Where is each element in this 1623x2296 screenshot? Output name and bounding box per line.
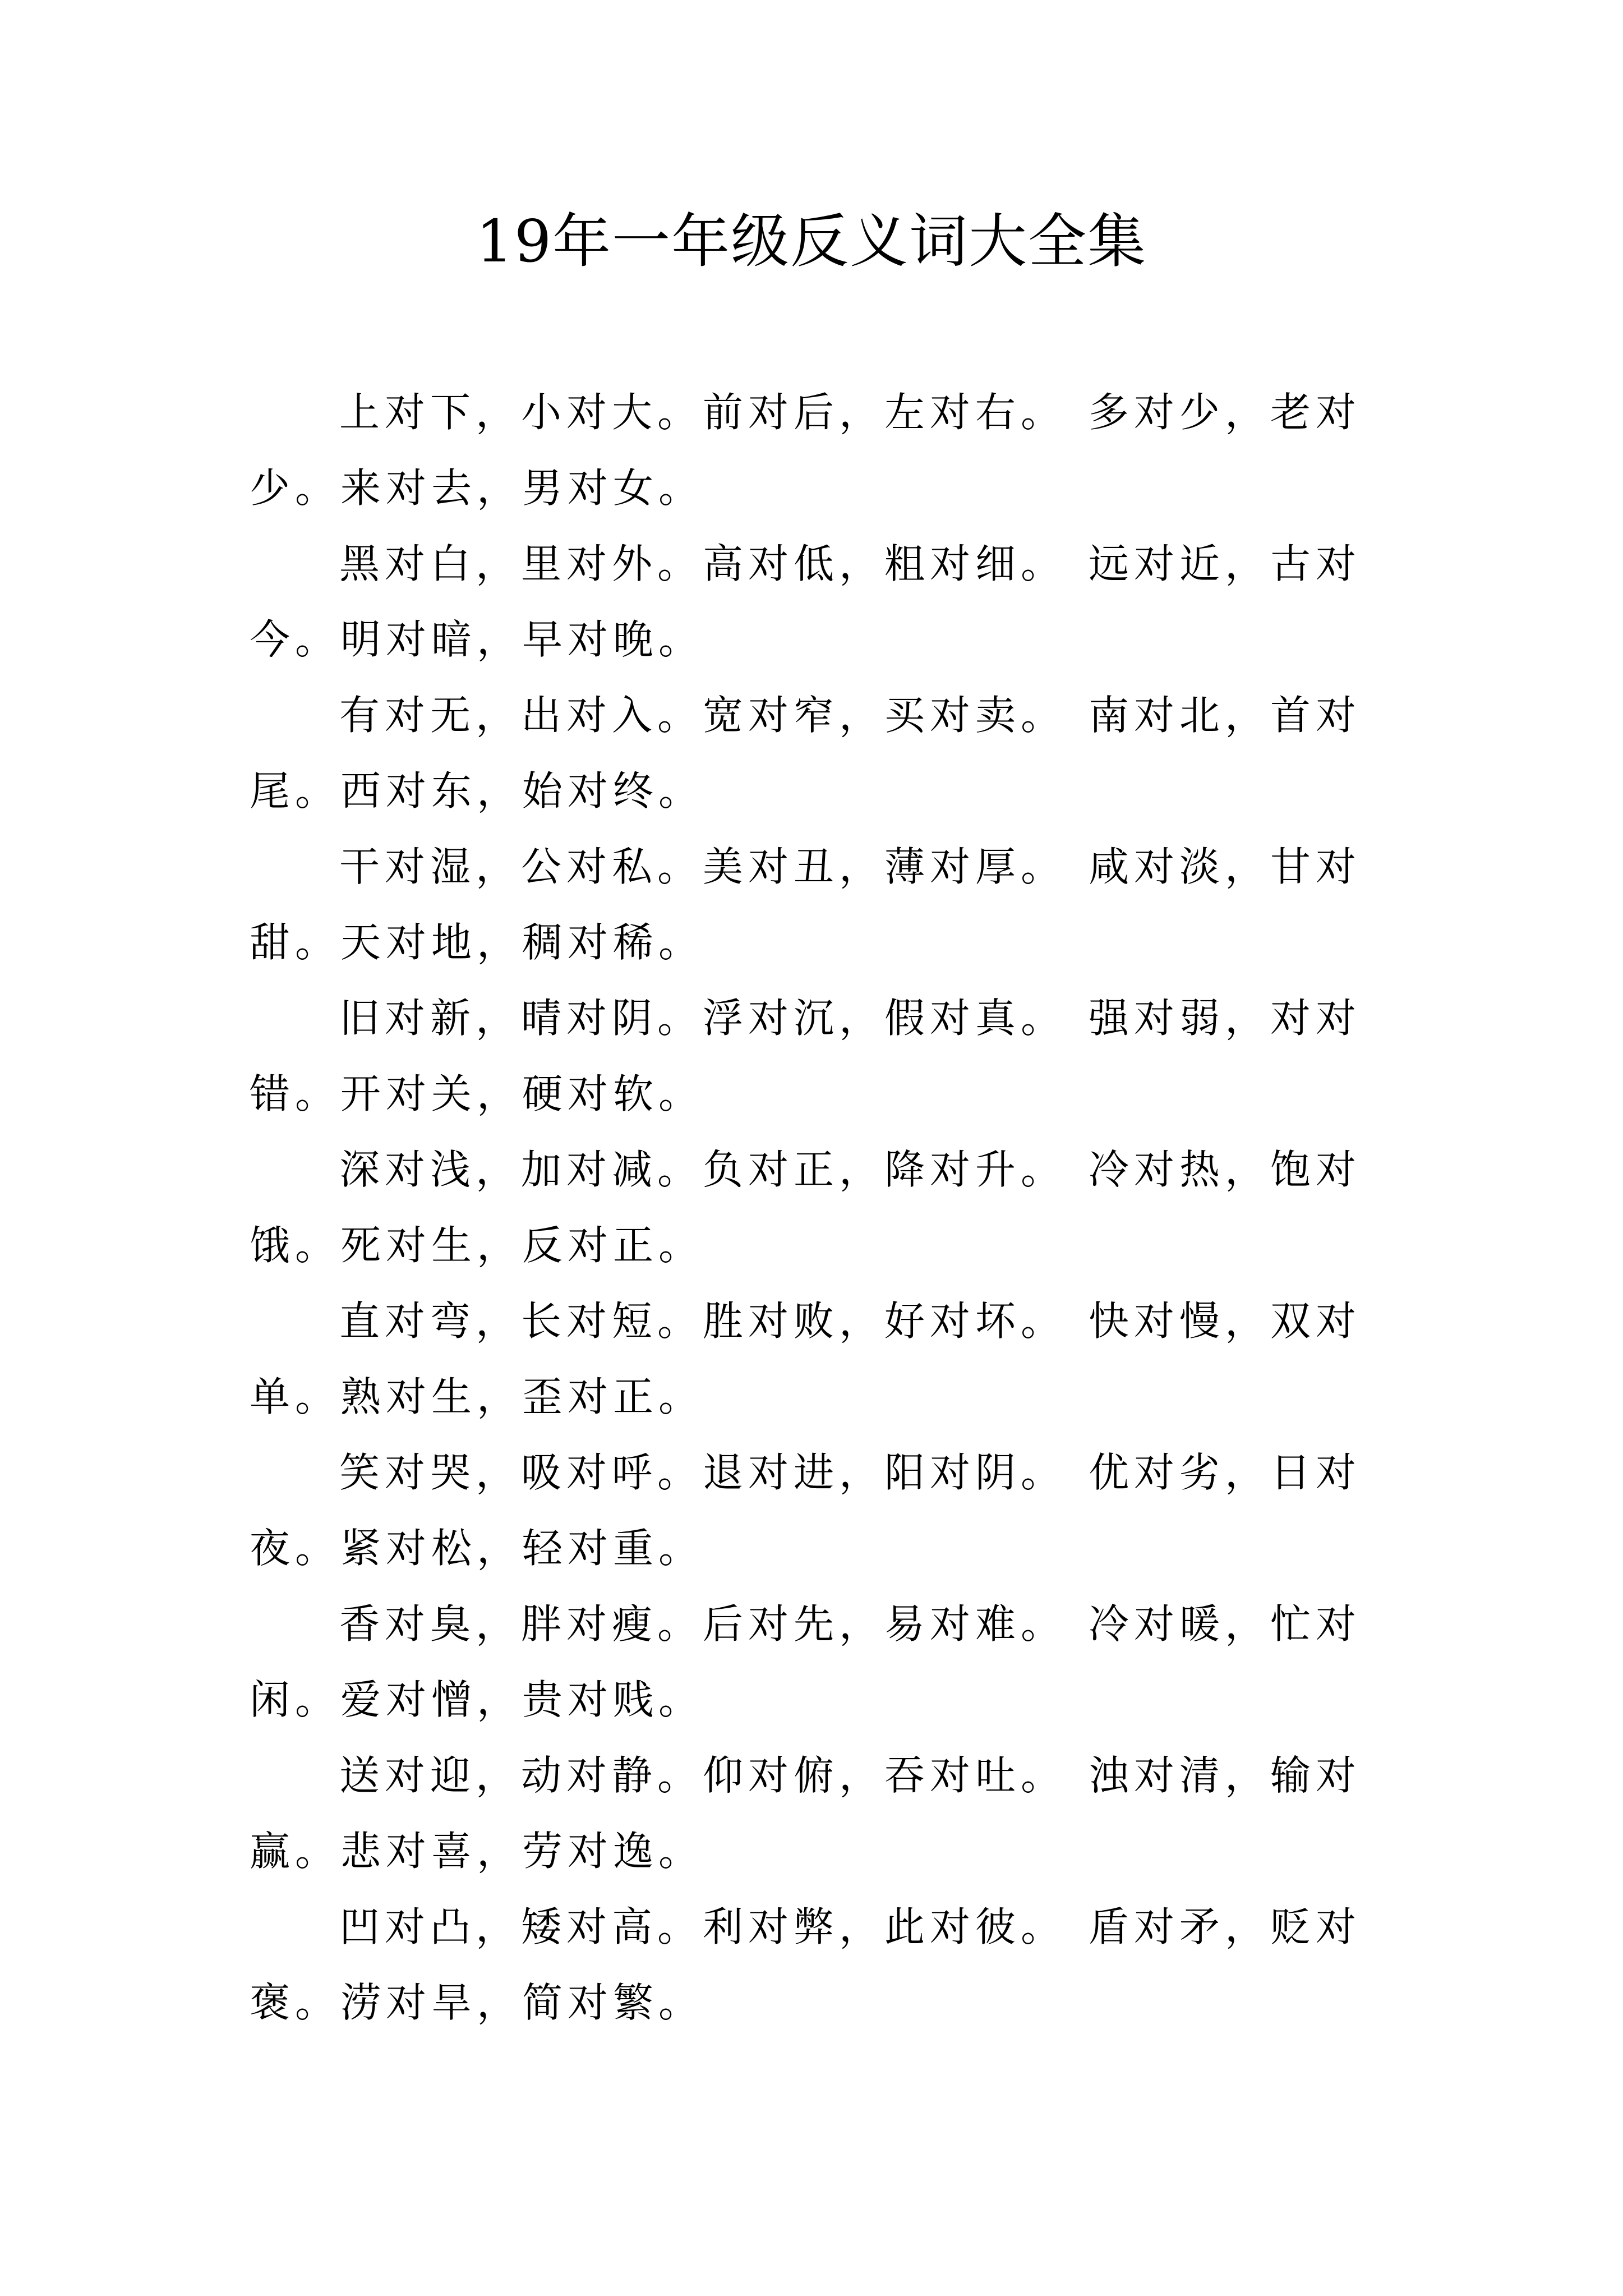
paragraph-text-part1: 干对湿，公对私。美对丑，薄对厚。: [339, 843, 1067, 890]
paragraph-text-part1: 直对弯，长对短。胜对败，好对坏。: [339, 1297, 1067, 1345]
paragraph-text-part2: 盾对矛，贬对褒。涝对旱，简对繁。: [250, 1903, 1362, 2026]
paragraph-text-part2: 强对弱，对对错。开对关，硬对软。: [250, 995, 1362, 1117]
paragraph: [250, 375, 1416, 526]
document-body: [250, 375, 1416, 2041]
document-title: 19年一年级反义词大全集: [476, 207, 1147, 275]
paragraph-text-part1: 笑对哭，吸对呼。退对进，阳对阴。: [339, 1449, 1067, 1496]
paragraph-text-part2: 多对少，老对少。来对去，男对女。: [250, 389, 1362, 512]
paragraph-text-part2: 冷对暖，忙对闲。爱对憎，贵对贱。: [250, 1600, 1362, 1723]
paragraph-text-part1: 有对无，出对入。宽对窄，买对卖。: [339, 692, 1067, 739]
paragraph-text-part1: 旧对新，晴对阴。浮对沉，假对真。: [339, 995, 1067, 1042]
paragraph-text-part2: 浊对清，输对赢。悲对喜，劳对逸。: [250, 1752, 1362, 1875]
paragraph: [250, 829, 1416, 981]
paragraph: [250, 1132, 1416, 1283]
paragraph: [250, 678, 1416, 829]
paragraph-text-part2: 南对北，首对尾。西对东，始对终。: [250, 692, 1362, 815]
paragraph: [250, 1435, 1416, 1586]
paragraph: [250, 981, 1416, 1132]
paragraph: [250, 526, 1416, 678]
paragraph-text-part1: 深对浅，加对减。负对正，降对升。: [339, 1146, 1067, 1193]
paragraph-text-part2: 快对慢，双对单。熟对生，歪对正。: [250, 1297, 1362, 1420]
paragraph: [250, 1283, 1416, 1435]
paragraph-text-part1: 香对臭，胖对瘦。后对先，易对难。: [339, 1600, 1067, 1648]
paragraph: [250, 1889, 1416, 2041]
paragraph-text-part1: 上对下，小对大。前对后，左对右。: [339, 389, 1067, 436]
paragraph-text-part1: 黑对白，里对外。高对低，粗对细。: [339, 540, 1067, 587]
paragraph: [250, 1738, 1416, 1889]
paragraph-text-part1: 凹对凸，矮对高。利对弊，此对彼。: [339, 1903, 1067, 1950]
paragraph-text-part2: 远对近，古对今。明对暗，早对晚。: [250, 540, 1362, 663]
paragraph-text-part2: 咸对淡，甘对甜。天对地，稠对稀。: [250, 843, 1362, 966]
paragraph-text-part1: 送对迎，动对静。仰对俯，吞对吐。: [339, 1752, 1067, 1799]
paragraph: [250, 1586, 1416, 1738]
paragraph-text-part2: 冷对热，饱对饿。死对生，反对正。: [250, 1146, 1362, 1269]
paragraph-text-part2: 优对劣，日对夜。紧对松，轻对重。: [250, 1449, 1362, 1572]
